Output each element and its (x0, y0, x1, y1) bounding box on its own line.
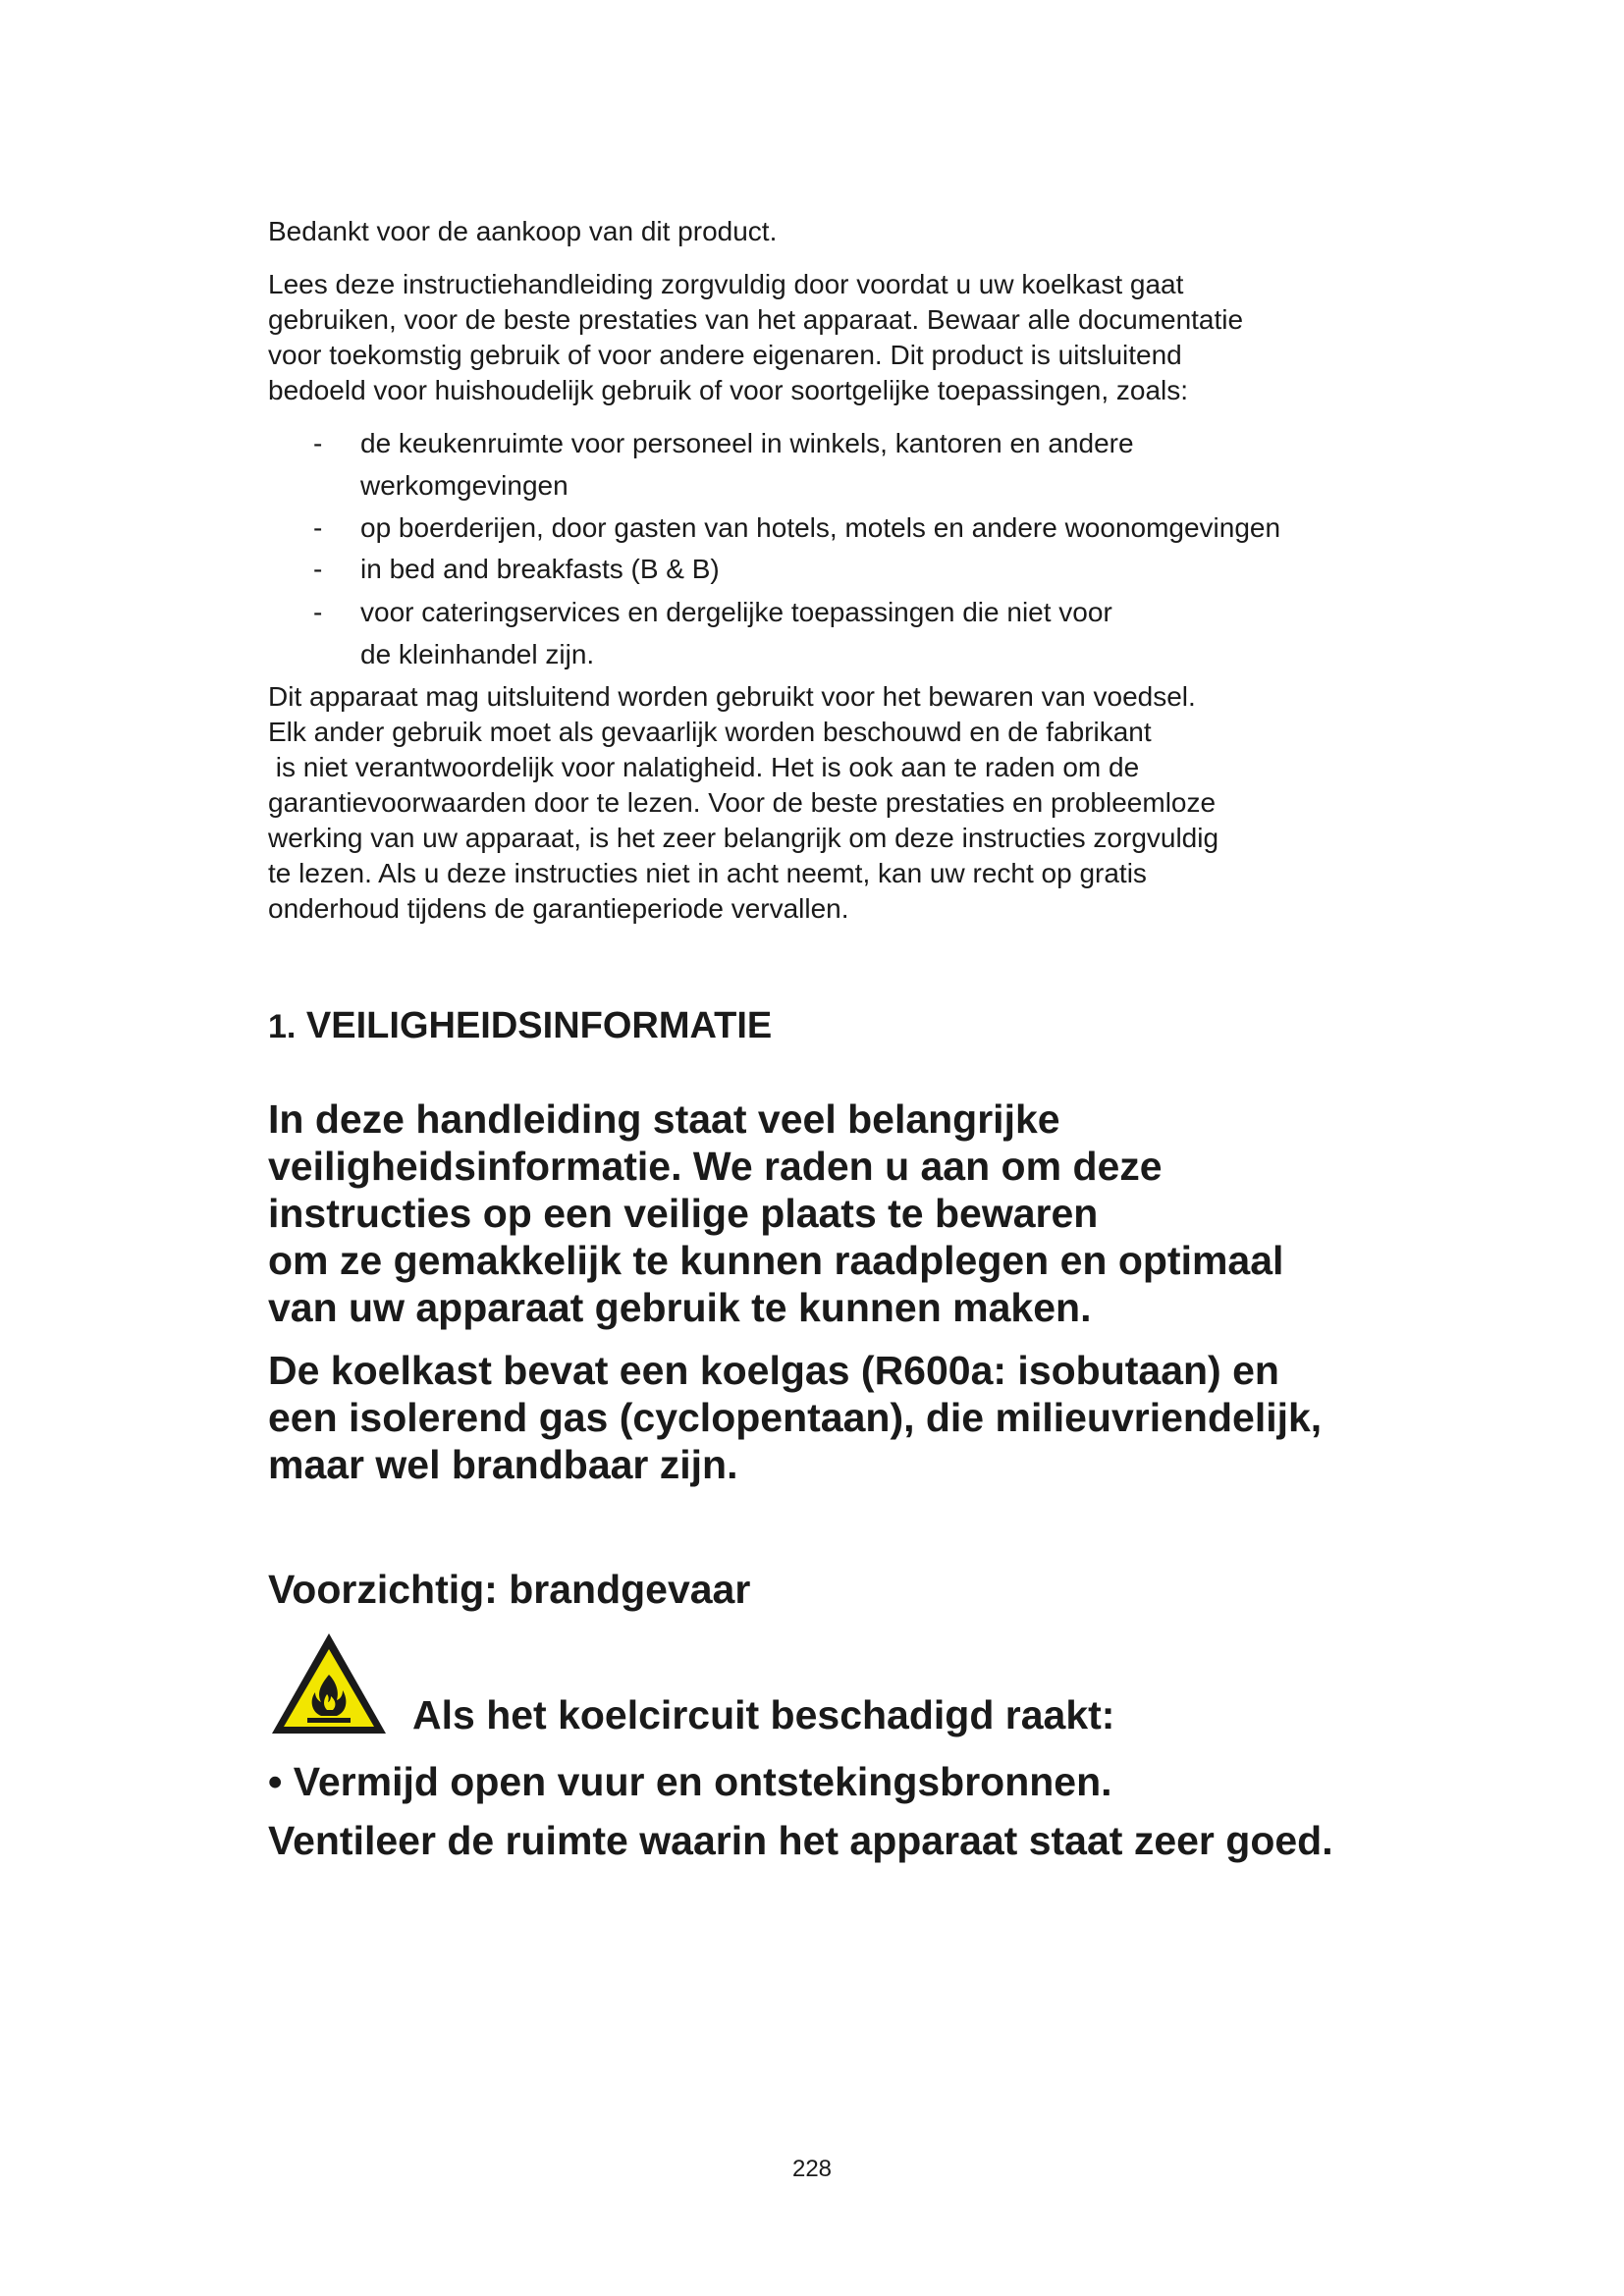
flammable-warning-icon (268, 1629, 390, 1737)
warning-bullet-item (268, 1759, 1112, 1805)
flammable-warning-icon (268, 1629, 390, 1737)
safety-line: instructies op een veilige plaats te bewaren (268, 1191, 1099, 1236)
usage-line: garantievoorwaarden door te lezen. Voor de beste prestaties en probleemloze (268, 787, 1217, 818)
warning-condition: Als het koelcircuit beschadigd raakt: (412, 1692, 1115, 1737)
usage-line: Dit apparaat mag uitsluitend worden gebruikt voor het bewaren van voedsel. (268, 681, 1196, 712)
list-item-line: voor cateringservices en dergelijke toepassingen die niet voor (360, 597, 1112, 627)
usage-paragraph (268, 679, 1218, 927)
list-item-line: in bed and breakfasts (B & B) (360, 554, 720, 584)
section-heading (268, 1005, 772, 1047)
list-item-line: op boerderijen, door gasten van hotels, motels en andere woonomgevingen (360, 512, 1281, 543)
safety-line: veiligheidsinformatie. We raden u aan om deze (268, 1144, 1163, 1189)
list-dash: - (313, 512, 323, 543)
intro-line: gebruiken, voor de beste prestaties van het apparaat. Bewaar alle documentatie (268, 304, 1244, 335)
list-item (360, 422, 1134, 507)
safety-line: In deze handleiding staat veel belangrijke (268, 1096, 1060, 1142)
ventilate-instruction: Ventileer de ruimte waarin het apparaat staat zeer goed. (268, 1818, 1333, 1863)
safety-line: van uw apparaat gebruik te kunnen maken. (268, 1285, 1092, 1330)
list-item (360, 507, 1280, 549)
refrigerant-line: een isolerend gas (cyclopentaan), die milieuvriendelijk, (268, 1395, 1323, 1440)
list-item (360, 591, 1112, 675)
list-dash: - (313, 554, 323, 584)
usage-line: onderhoud tijdens de garantieperiode vervallen. (268, 893, 849, 924)
refrigerant-paragraph (268, 1347, 1322, 1488)
intro-paragraph (268, 267, 1243, 408)
section-title: VEILIGHEIDSINFORMATIE (305, 1005, 773, 1046)
usage-line: te lezen. Als u deze instructies niet in acht neemt, kan uw recht op gratis (268, 858, 1147, 888)
intro-line: bedoeld voor huishoudelijk gebruik of voor soortgelijke toepassingen, zoals: (268, 375, 1189, 405)
list-item-line: de keukenruimte voor personeel in winkels, kantoren en andere (360, 428, 1134, 458)
safety-intro-paragraph (268, 1095, 1283, 1331)
usage-line: werking van uw apparaat, is het zeer belangrijk om deze instructies zorgvuldig (268, 823, 1219, 853)
list-dash: - (313, 428, 323, 458)
section-number: 1. (268, 1008, 297, 1045)
usage-line: Elk ander gebruik moet als gevaarlijk worden beschouwd en de fabrikant (268, 717, 1152, 747)
thanks-line: Bedankt voor de aankoop van dit product. (268, 216, 778, 246)
bullet-glyph: • (268, 1759, 283, 1804)
refrigerant-line: maar wel brandbaar zijn. (268, 1442, 738, 1487)
usage-line: is niet verantwoordelijk voor nalatigheid. Het is ook aan te raden om de (268, 752, 1140, 782)
list-item (360, 548, 720, 590)
bullet-text: Vermijd open vuur en ontstekingsbronnen. (293, 1759, 1112, 1804)
list-dash: - (313, 597, 323, 627)
list-item-line: de kleinhandel zijn. (360, 639, 595, 669)
intro-line: voor toekomstig gebruik of voor andere eigenaren. Dit product is uitsluitend (268, 340, 1182, 370)
warning-title: Voorzichtig: brandgevaar (268, 1567, 751, 1612)
list-item-line: werkomgevingen (360, 470, 568, 501)
intro-line: Lees deze instructiehandleiding zorgvuldig door voordat u uw koelkast gaat (268, 269, 1184, 299)
page-number: 228 (791, 2156, 833, 2182)
refrigerant-line: De koelkast bevat een koelgas (R600a: isobutaan) en (268, 1348, 1279, 1393)
safety-line: om ze gemakkelijk te kunnen raadplegen en optimaal (268, 1238, 1284, 1283)
